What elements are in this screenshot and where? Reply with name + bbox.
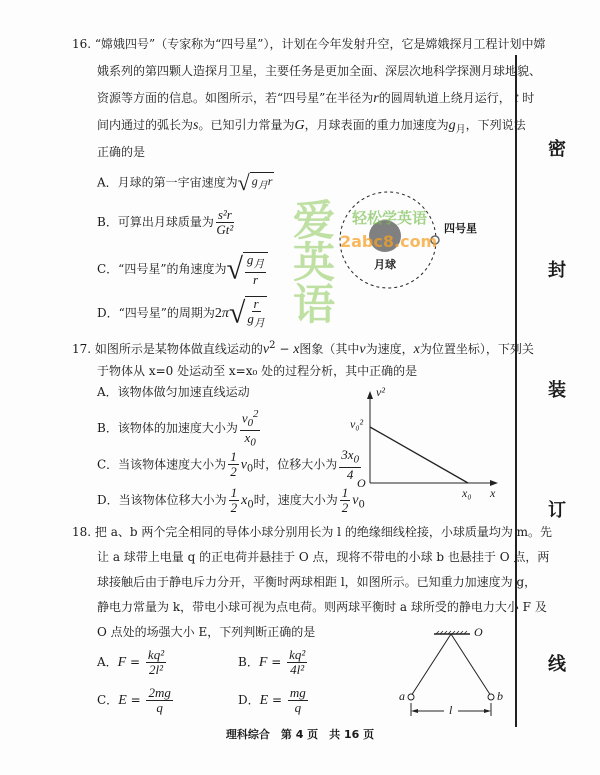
side-mark: 装	[548, 380, 566, 401]
x-axis-label: x	[490, 486, 496, 500]
watermark-logo: 爱英语	[287, 198, 336, 324]
t: 为位置坐标），下列关	[419, 342, 534, 356]
q18-line: 球接触后由于静电斥力分开，平衡时两球相距 l，如图所示。已知重力加速度为 g，	[97, 575, 537, 589]
t: C．“四号星”的角速度为	[97, 261, 227, 276]
formula: √ $g_月r$	[237, 170, 273, 196]
option-c: C．E = $\frac{2mg}{q}$	[97, 685, 171, 715]
q18-line: O 点处的场强大小 E，下列判断正确的是	[97, 625, 316, 639]
t: D．“四号星”的周期为	[97, 305, 215, 320]
t: B．该物体的加速度大小为	[97, 420, 238, 435]
option-b: B．F = $\frac{\text{kq²}}{\text{4l²}}$	[238, 647, 306, 677]
q18-line: 18. 把 a、b 两个完全相同的导体小球分别用长为 l 的绝缘细线栓接，小球质量均为 m。先	[72, 525, 553, 539]
t: C．当该物体速度大小为	[97, 457, 227, 472]
watermark-sub: 轻松学英语	[352, 209, 428, 227]
t: D．	[238, 693, 260, 707]
option-d: D．E = $\frac{mg}{q}$	[238, 685, 306, 715]
t: ，月球表面的重力加速度为	[304, 118, 449, 132]
t: G	[294, 118, 305, 133]
ball-b-label: b	[497, 689, 503, 703]
t: 间内通过的弧长为	[97, 118, 194, 132]
side-mark: 线	[548, 654, 566, 675]
y-axis-label: v²	[376, 385, 385, 399]
q16-line: 娥系列的第四颗人造探月卫星，主要任务是更加全面、深层次地科学探测月球地貌、	[97, 64, 542, 78]
q18-line: 静电力常量为 k，带电小球可视为点电荷。则两球平衡时 a 球所受的静电力大小 F 及	[97, 600, 547, 614]
watermark-site: 2abc8.com	[340, 232, 438, 251]
ball-b	[488, 694, 494, 700]
q18-line: 让 a 球带上电量 q 的正电荷并悬挂于 O 点，现将不带电的小球 b 也悬挂于 O 点，两	[97, 550, 550, 564]
t: t	[514, 91, 519, 106]
ball-a	[408, 694, 414, 700]
t: 资源等方面的信息。如图所示，若“四号星”在半径为	[97, 91, 374, 105]
q17-line: 17. 如图所示是某物体做直线运动的$v^2 - x$图象（其中v为速度，x为位置坐标），下列关	[72, 340, 534, 357]
option-d: D．“四号星”的周期为2π√ $\frac{r}{g_月}$	[97, 296, 265, 330]
x-tick: x₀	[462, 486, 472, 500]
ball-a-label: a	[399, 689, 405, 703]
side-mark: 订	[548, 500, 566, 521]
t: B．可算出月球质量为	[97, 215, 214, 229]
formula: $\frac{\text{s²r}}{\text{Gt²}}$	[216, 207, 234, 237]
t: A．	[97, 655, 118, 669]
t: s	[193, 118, 199, 133]
side-mark: 密	[548, 139, 566, 160]
t: D．当该物体位移大小为	[97, 493, 227, 507]
q17-line: 于物体从 x=0 处运动至 x=x₀ 处的过程分析，其中正确的是	[97, 364, 418, 378]
t: g	[448, 118, 456, 133]
formula: √ $\frac{r}{g_月}$	[228, 296, 265, 330]
t: 时，速度大小为	[253, 493, 338, 507]
t: 时	[522, 91, 535, 105]
t: C．	[97, 693, 119, 707]
t: r	[373, 91, 379, 106]
point-o-label: O	[474, 625, 483, 639]
t: A．月球的第一宇宙速度为	[97, 175, 238, 190]
q16-line: 正确的是	[97, 145, 146, 159]
y-tick: v₀²	[350, 417, 364, 431]
moon-label: 月球	[374, 258, 396, 271]
t: ，下列说法	[465, 118, 526, 132]
t: 为速度，	[365, 342, 414, 356]
t: 图象（其中	[299, 342, 360, 356]
origin-label: O	[357, 476, 366, 490]
t: B．	[238, 655, 259, 669]
satellite-label: 四号星	[444, 222, 477, 235]
t: 时，位移大小为	[253, 457, 338, 472]
t: 。已知引力常量为	[198, 118, 295, 132]
option-d: D．当该物体位移大小为 $\frac{1}{2}$ $x_0$时，速度大小为 $\frac{1}{2}$ $v_0$	[97, 485, 365, 515]
side-mark: 封	[548, 260, 566, 281]
q16-line: 16. “嫦娥四号”（专家称为“四号星”），计划在今年发射升空，它是嫦娥探月工程计划中嫦	[72, 37, 546, 51]
thread-a	[411, 634, 451, 696]
option-a: A．F = $\frac{\text{kq²}}{\text{2l²}}$	[97, 647, 165, 677]
page-footer: 理科综合 第 4 页 共 16 页	[225, 728, 375, 741]
t: 17. 如图所示是某物体做直线运动的	[72, 342, 263, 356]
thread-b	[451, 634, 491, 696]
option-b: B．该物体的加速度大小为 $\frac{v_0^2}{x_0}$	[97, 408, 259, 449]
t: 的圆周轨道上绕月运行，	[378, 91, 511, 105]
q16-line: 间内通过的弧长为s。已知引力常量为G，月球表面的重力加速度为$g_月$，下列说法	[97, 118, 526, 136]
option-c: C．当该物体速度大小为 $\frac{1}{2}$ $v_0$时，位移大小为 $\frac{3x_0}{4}$	[97, 447, 359, 482]
option-a: A．该物体做匀加速直线运动	[97, 385, 250, 399]
distance-label: l	[449, 703, 453, 717]
formula: √ $\frac{g_月}{r}$	[226, 252, 268, 287]
